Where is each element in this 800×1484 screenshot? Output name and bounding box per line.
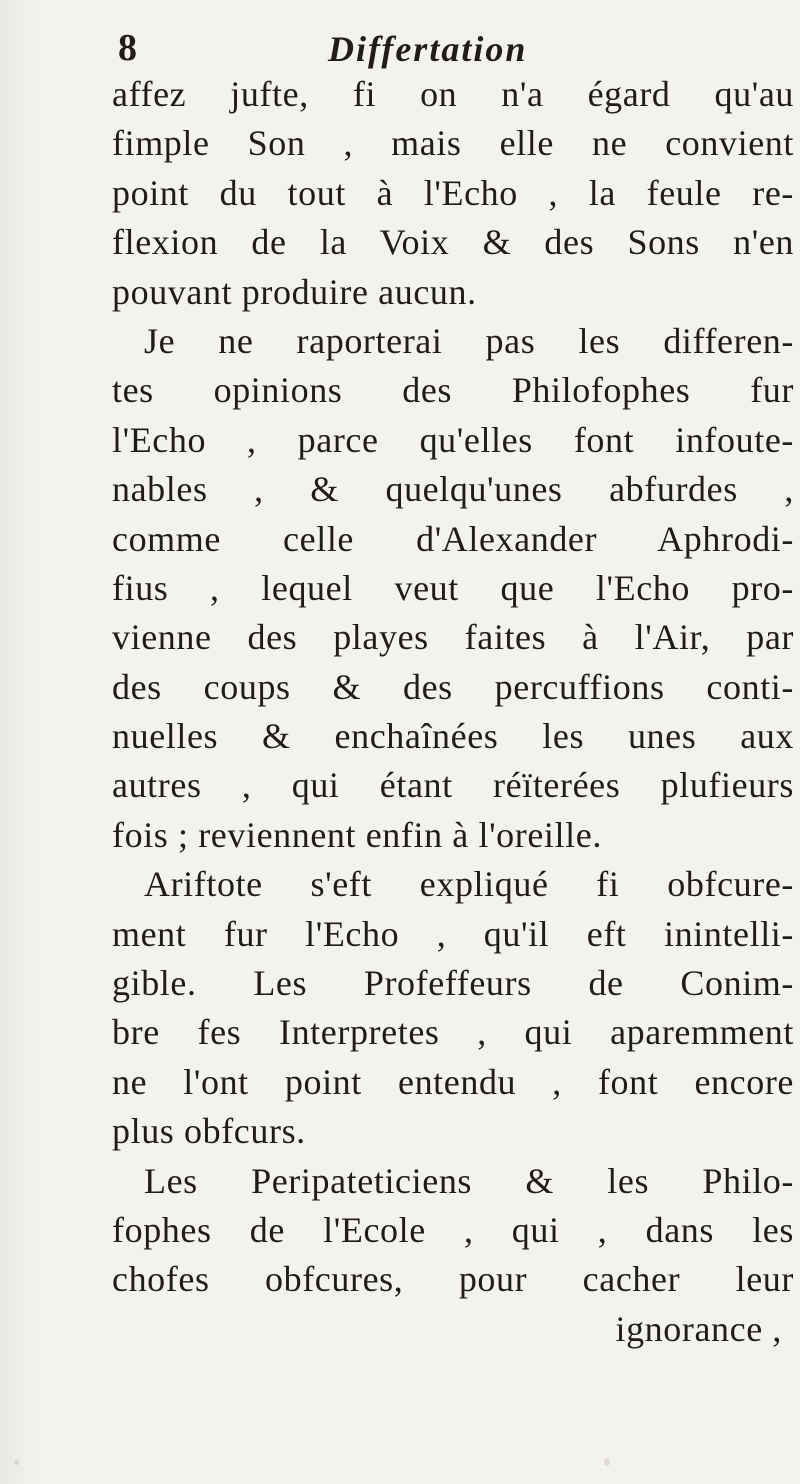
text-line: des coups & des percuffions conti- — [112, 666, 794, 707]
text-line: tes opinions des Philofophes fur — [112, 370, 794, 411]
paragraph-start-line: Les Peripateticiens & les Philo- — [144, 1160, 794, 1201]
paper-spot — [604, 1458, 610, 1466]
text-line: l'Echo , parce qu'elles font infoute- — [112, 419, 794, 460]
text-line: fius , lequel veut que l'Echo pro- — [112, 567, 794, 608]
text-line: chofes obfcures, pour cacher leur — [112, 1259, 794, 1300]
paragraph-start-line: Je ne raporterai pas les differen- — [144, 320, 794, 361]
paragraph-end-line: fois ; reviennent enfin à l'oreille. — [112, 814, 602, 855]
text-body — [112, 70, 794, 1354]
paragraph-end-line: pouvant produire aucun. — [112, 271, 477, 312]
text-line: nuelles & enchaînées les unes aux — [112, 716, 794, 757]
paper-spot — [14, 1460, 19, 1465]
text-line: flexion de la Voix & des Sons n'en — [112, 222, 794, 263]
text-line: autres , qui étant réïterées plufieurs — [112, 765, 794, 806]
text-line: point du tout à l'Echo , la feule re- — [112, 172, 794, 213]
paragraph-start-line: Ariftote s'eft expliqué fi obfcure- — [144, 864, 794, 905]
text-line: fimple Son , mais elle ne convient — [112, 123, 794, 164]
text-line: bre fes Interpretes , qui aparemment — [112, 1012, 794, 1053]
text-line: affez jufte, fi on n'a égard qu'au — [112, 74, 794, 114]
running-title: Differtation — [328, 29, 528, 69]
paragraph-end-line: plus obfcurs. — [112, 1111, 306, 1152]
text-line: nables , & quelqu'unes abfurdes , — [112, 469, 794, 510]
text-line: comme celle d'Alexander Aphrodi- — [112, 518, 794, 559]
text-line: ne l'ont point entendu , font encore — [112, 1061, 794, 1102]
text-line: gible. Les Profeffeurs de Conim- — [112, 963, 794, 1004]
page-number: 8 — [118, 27, 137, 69]
text-line: ment fur l'Echo , qu'il eft inintelli- — [112, 913, 794, 954]
page-edge-shadow — [0, 0, 40, 1484]
catchword-line: ignorance , — [615, 1308, 782, 1349]
page-header — [0, 18, 800, 78]
text-line: fophes de l'Ecole , qui , dans les — [112, 1209, 794, 1250]
text-line: vienne des playes faites à l'Air, par — [112, 617, 794, 658]
